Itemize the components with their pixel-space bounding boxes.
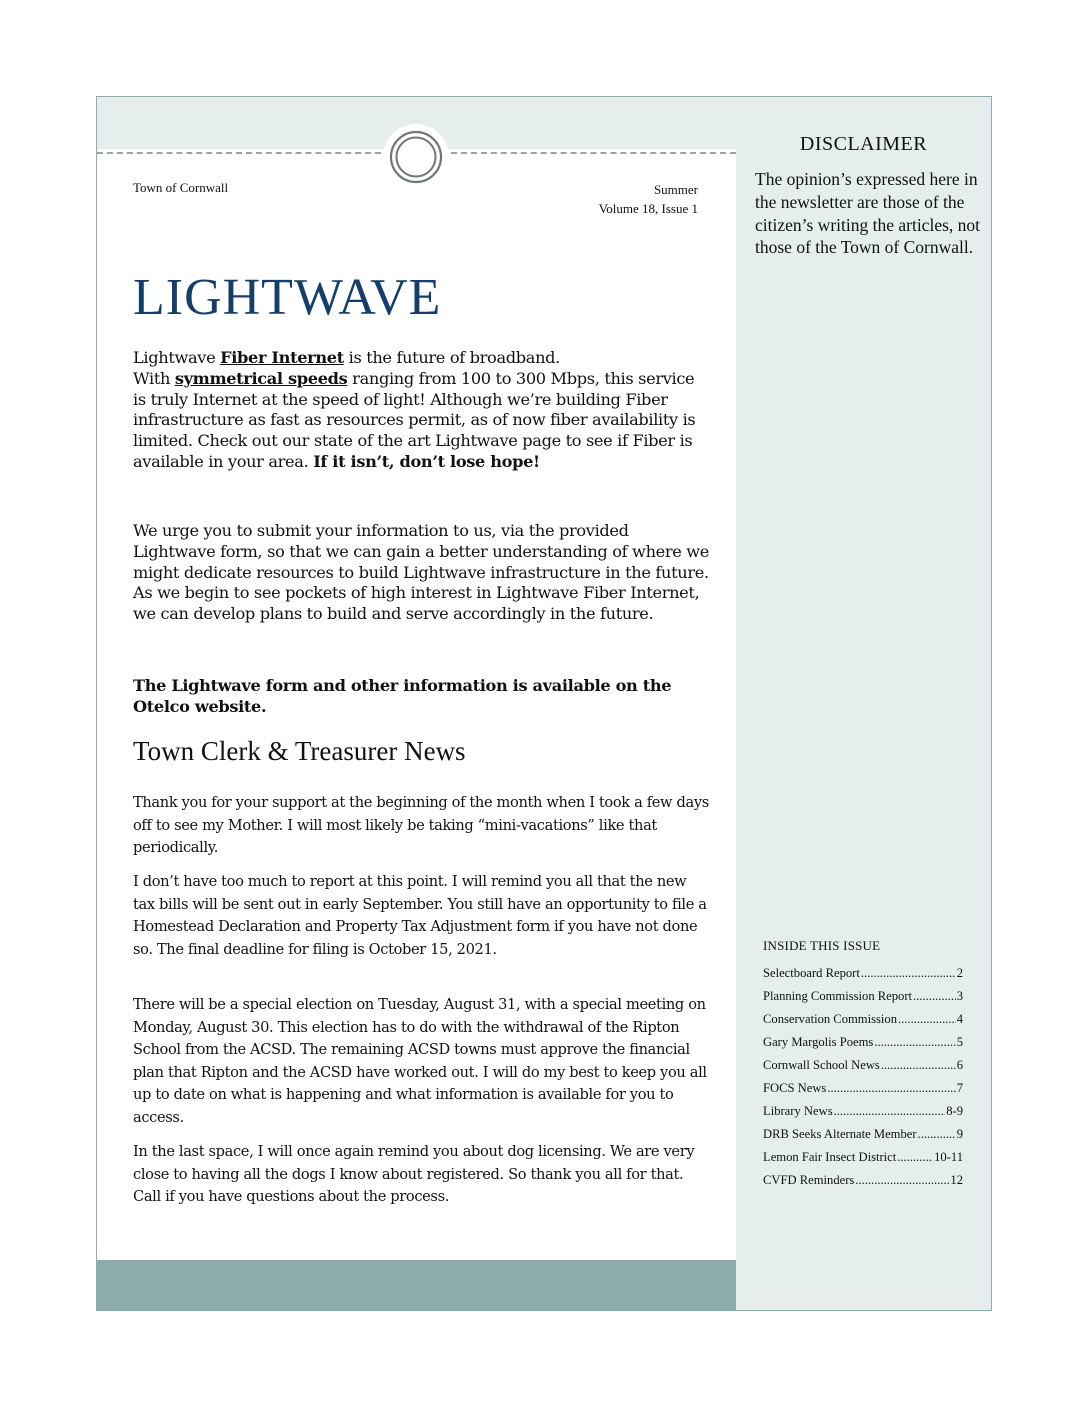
toc-page: 12	[950, 1173, 963, 1187]
toc-page: 6	[956, 1058, 963, 1072]
toc-item[interactable]	[763, 1127, 963, 1150]
toc-label: Gary Margolis Poems	[763, 1035, 874, 1049]
toc-leader	[918, 1127, 956, 1142]
toc-page: 8-9	[946, 1104, 963, 1118]
toc-item[interactable]	[763, 989, 963, 1012]
toc-item[interactable]	[763, 966, 963, 989]
toc-leader	[827, 1081, 955, 1096]
toc-leader	[897, 1150, 933, 1165]
symmetrical-speeds-link[interactable]: symmetrical speeds	[174, 368, 348, 388]
toc-label: CVFD Reminders	[763, 1173, 855, 1187]
toc-page: 4	[956, 1012, 963, 1026]
toc-heading: INSIDE THIS ISSUE	[763, 938, 881, 953]
paragraph-text: There will be a special election on Tuesday, August 31, with a special meeting on Monday, August 30. This election has to do with the withdrawal of the Ripton School from the ACSD. The remaining ACSD towns must approve the financial plan that Ripton and the ACSD have worked out. I will do my best to keep you all up to date on what is happening and what information is available for you to access.	[133, 996, 707, 1126]
toc-label: Selectboard Report	[763, 966, 860, 980]
toc-page: 3	[956, 989, 963, 1003]
lightwave-paragraph-2	[133, 521, 711, 625]
text: ranging from 100 to 300 Mbps, this service is truly Internet at the speed of light! Although we’re building Fiber infrastructure as fast as resources permit, as of now fiber availability is limited. Check out our state of the art Lightwave page to see if Fiber is available in your area.	[133, 368, 696, 471]
issue-info	[599, 180, 698, 218]
toc-leader	[898, 1012, 956, 1027]
toc-leader	[855, 1173, 949, 1188]
text: With	[133, 368, 175, 388]
paragraph-text: The Lightwave form and other information is available on the Otelco website.	[133, 676, 672, 716]
toc-item[interactable]	[763, 1058, 963, 1081]
toc-item[interactable]	[763, 1104, 963, 1127]
toc-label: DRB Seeks Alternate Member	[763, 1127, 917, 1141]
footer-band	[97, 1260, 736, 1311]
toc-item[interactable]	[763, 1081, 963, 1104]
toc-label: FOCS News	[763, 1081, 827, 1095]
clerk-paragraph	[133, 871, 711, 961]
toc-page: 7	[956, 1081, 963, 1095]
clerk-paragraph	[133, 1141, 711, 1209]
lightwave-paragraph-3	[133, 676, 711, 718]
toc-page: 2	[956, 966, 963, 980]
toc-label: Library News	[763, 1104, 833, 1118]
clerk-paragraph	[133, 792, 711, 860]
publisher-name: Town of Cornwall	[133, 180, 229, 195]
paragraph-text: We urge you to submit your information to us, via the provided Lightwave form, so that we can gain a better understanding of where we might dedicate resources to build Lightwave infrastructure in the future. As we begin to see pockets of high interest in Lightwave Fiber Internet, we can develop plans to build and serve accordingly in the future.	[133, 521, 710, 624]
double-ring-ornament-icon	[388, 129, 444, 185]
paragraph-text: Thank you for your support at the beginning of the month when I took a few days off to see my Mother. I will most likely be taking “mini-vacations” like that periodically.	[133, 794, 709, 857]
emphasis-text: If it isn’t, don’t lose hope!	[313, 451, 540, 471]
paragraph-text: In the last space, I will once again remind you about dog licensing. We are very close to having all the dogs I know about registered. So thank you all for that. Call if you have questions about the process.	[133, 1143, 695, 1206]
toc-item[interactable]	[763, 1012, 963, 1035]
toc-label: Cornwall School News	[763, 1058, 880, 1072]
toc-item[interactable]	[763, 1150, 963, 1173]
toc-item[interactable]	[763, 1035, 963, 1058]
issue-volume: Volume 18, Issue 1	[598, 201, 698, 216]
toc-leader	[913, 989, 956, 1004]
text: Lightwave	[133, 348, 221, 367]
toc-label: Planning Commission Report	[763, 989, 913, 1003]
toc-leader	[834, 1104, 946, 1119]
section-heading-clerk: Town Clerk & Treasurer News	[133, 736, 466, 766]
paragraph-text: I don’t have too much to report at this point. I will remind you all that the new tax bills will be sent out in early September. You still have an opportunity to file a Homestead Declaration and Property Tax Adjustment form if you have not done so. The final deadline for filing is October 15, 2021.	[133, 873, 707, 958]
toc-page: 5	[956, 1035, 963, 1049]
dashed-divider-right	[451, 152, 736, 154]
toc-label: Conservation Commission	[763, 1012, 897, 1026]
issue-season: Summer	[653, 182, 698, 197]
dashed-divider-left	[97, 152, 381, 154]
toc-leader	[874, 1035, 955, 1050]
disclaimer-heading: DISCLAIMER	[799, 133, 928, 155]
clerk-paragraph	[133, 994, 711, 1130]
fiber-internet-link[interactable]: Fiber Internet	[220, 348, 344, 367]
toc-page: 9	[956, 1127, 963, 1141]
toc-page: 10-11	[934, 1150, 963, 1164]
text: is the future of broadband.	[343, 348, 560, 367]
table-of-contents	[763, 966, 963, 1196]
disclaimer-text: The opinion’s expressed here in the newsletter are those of the citizen’s writing the articles, not those of the Town of Cornwall.	[755, 169, 981, 258]
newsletter-title: LIGHTWAVE	[133, 269, 442, 326]
toc-label: Lemon Fair Insect District	[763, 1150, 897, 1164]
lightwave-paragraph-1	[133, 348, 711, 473]
toc-leader	[861, 966, 956, 981]
toc-item[interactable]	[763, 1173, 963, 1196]
toc-leader	[881, 1058, 956, 1073]
